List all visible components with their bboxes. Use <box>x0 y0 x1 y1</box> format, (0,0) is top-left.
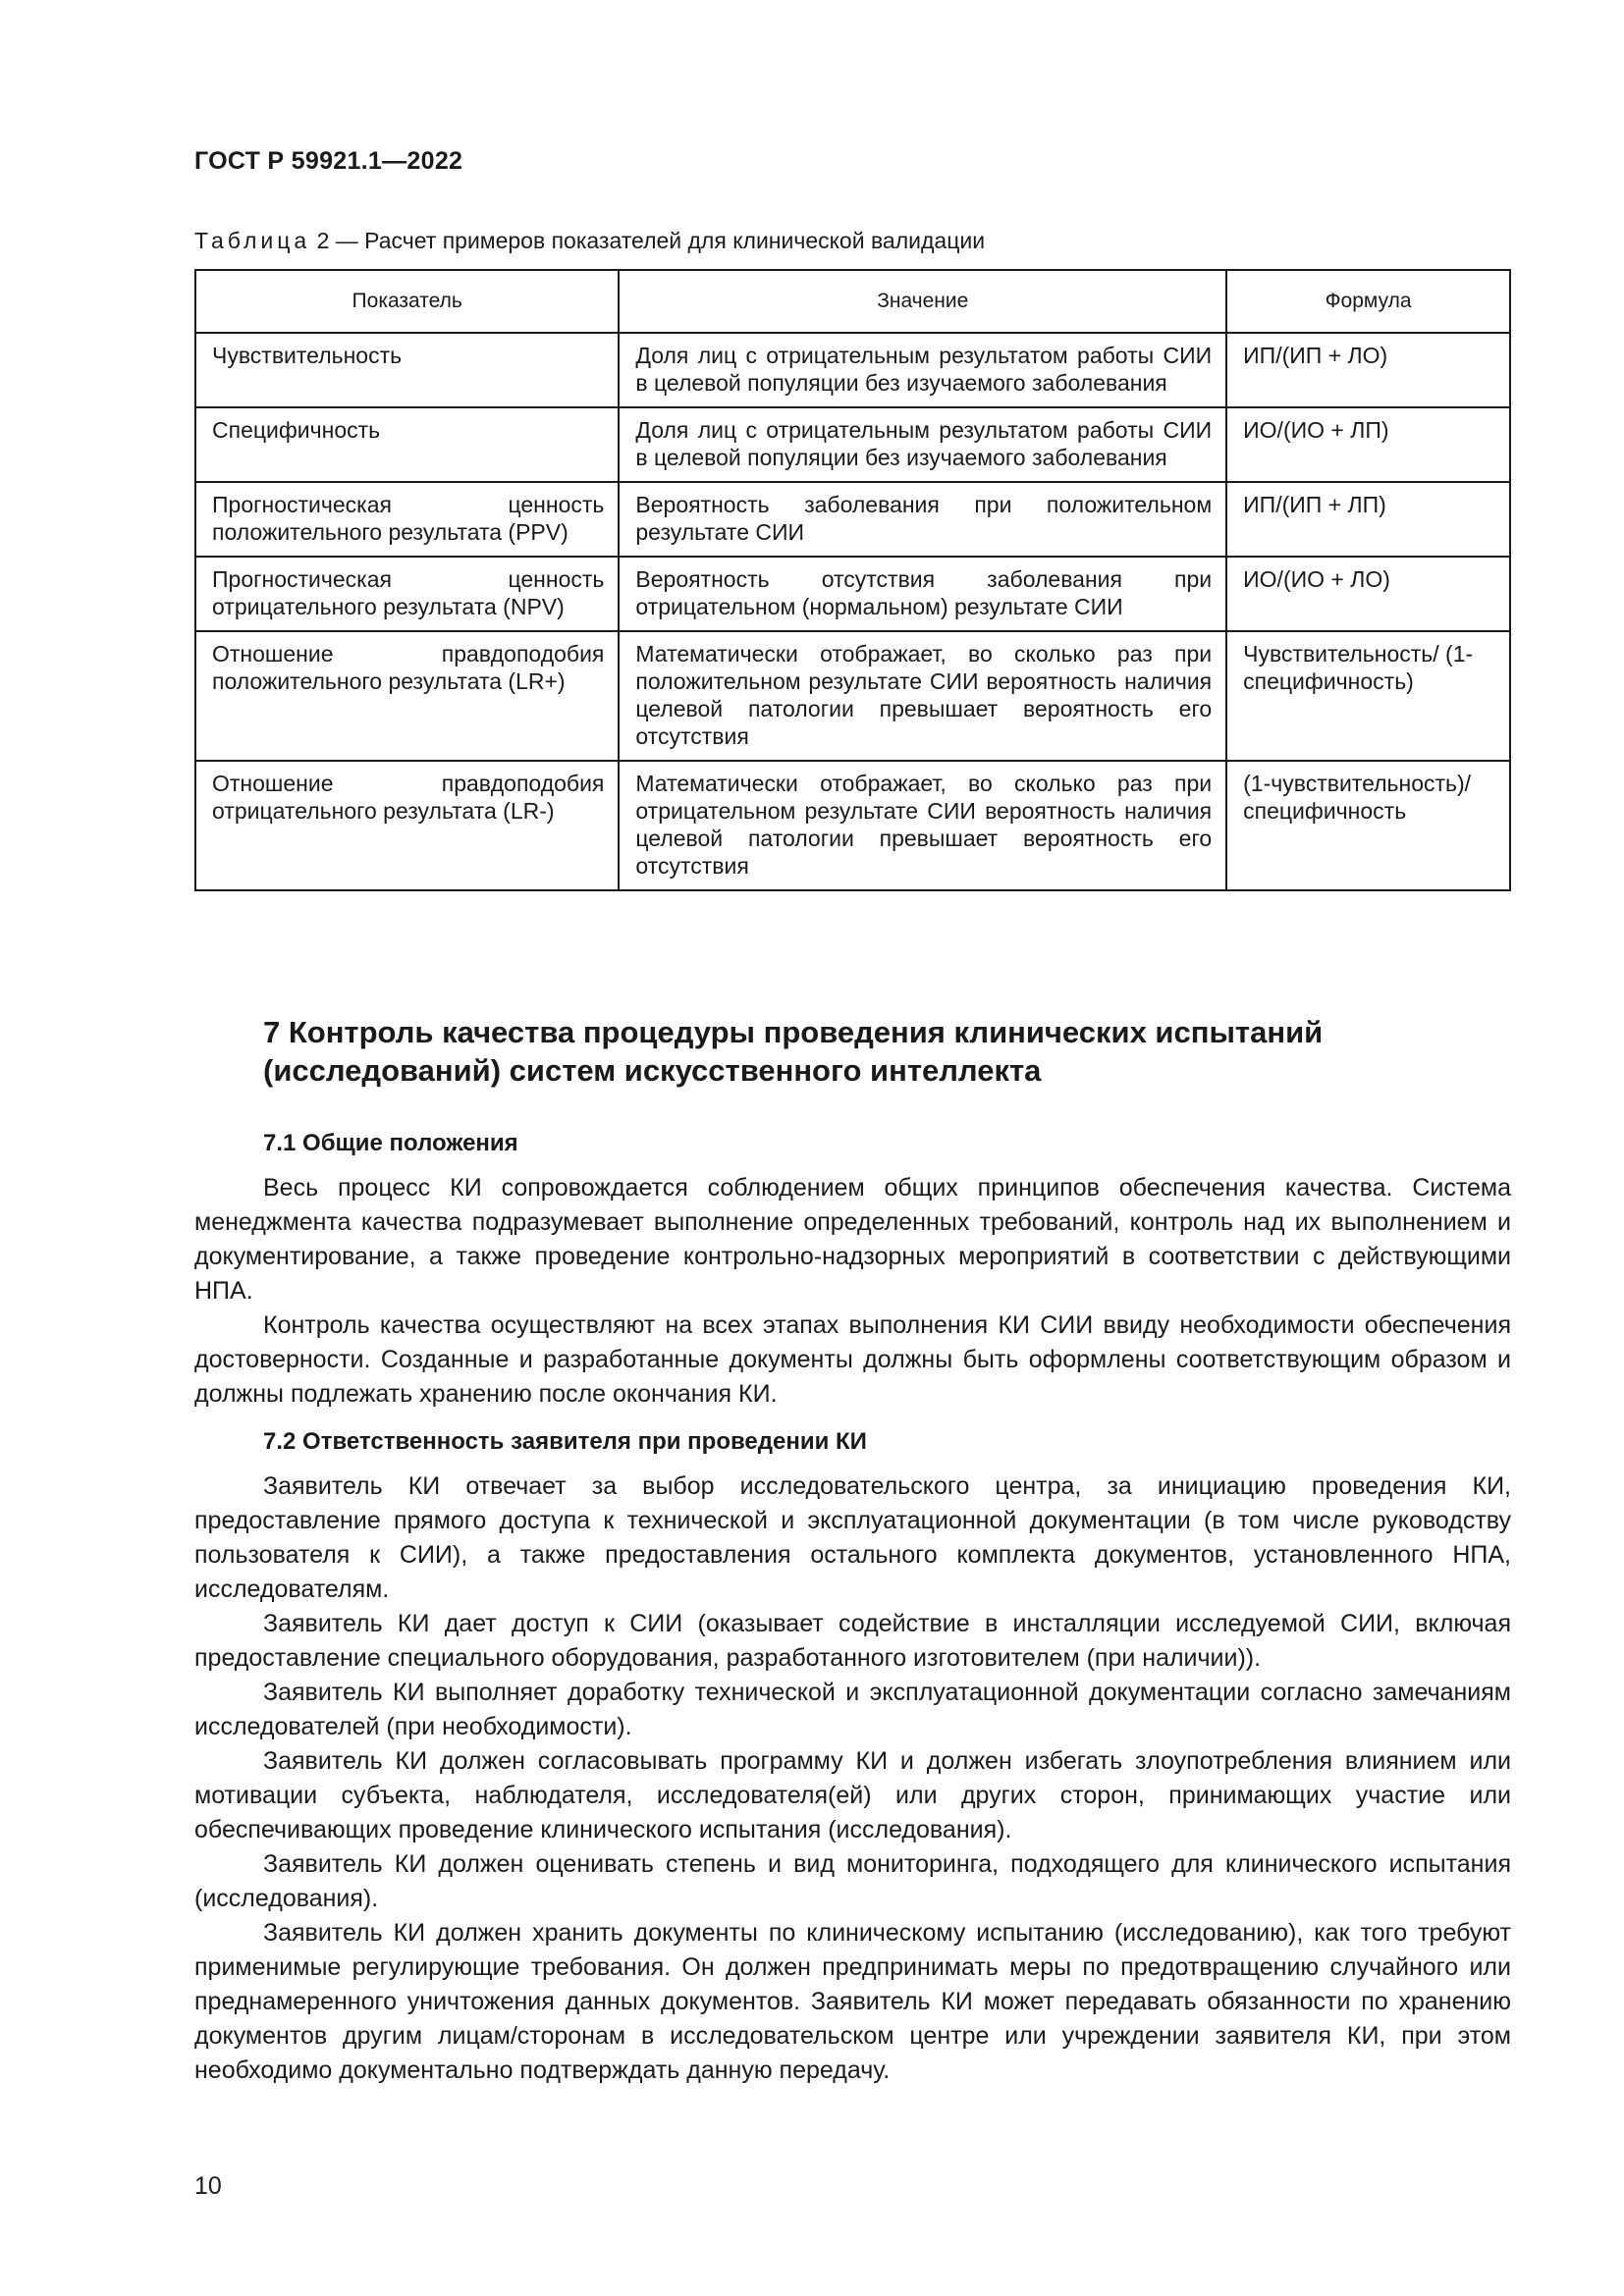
paragraph: Контроль качества осуществляют на всех этапах выполнения КИ СИИ ввиду необходимости обеспечения достоверности. Созданные и разработанные документы должны быть оформлены соответствующим образом и должны подлежать хранению после окончания КИ. <box>194 1311 1511 1408</box>
value-cell: Вероятность заболевания при положительном результате СИИ <box>619 482 1226 557</box>
table-caption <box>194 228 985 254</box>
indicator-cell: Отношение правдоподобия отрицательного результата (LR-) <box>195 761 619 890</box>
indicator-cell: Прогностическая ценность отрицательного результата (NPV) <box>195 557 619 631</box>
value-cell: Математически отображает, во сколько раз при отрицательном результате СИИ вероятность наличия целевой патологии превышает вероятность его отсутствия <box>619 761 1226 890</box>
value-cell: Математически отображает, во сколько раз при положительном результате СИИ вероятность наличия целевой патологии превышает вероятность его отсутствия <box>619 631 1226 761</box>
table-row <box>195 761 1510 890</box>
table-caption-text: 2 — Расчет примеров показателей для клинической валидации <box>310 228 986 253</box>
formula-cell: (1-чувствительность)/ специфичность <box>1226 761 1510 890</box>
formula-cell: ИП/(ИП + ЛП) <box>1226 482 1510 557</box>
page-number: 10 <box>194 2172 222 2200</box>
value-cell: Вероятность отсутствия заболевания при отрицательном (нормальном) результате СИИ <box>619 557 1226 631</box>
paragraph: Заявитель КИ должен согласовывать программу КИ и должен избегать злоупотребления влиянием или мотивации субъекта, наблюдателя, исследователя(ей) или других сторон, принимающих участие или обеспечивающих проведение клинического испытания (исследования). <box>194 1747 1511 1843</box>
section-7-2-body <box>194 1469 1511 2088</box>
indicator-cell: Специфичность <box>195 407 619 482</box>
document-header: ГОСТ Р 59921.1—2022 <box>194 147 463 175</box>
column-header: Показатель <box>195 270 619 333</box>
subsection-title-7-1: 7.1 Общие положения <box>263 1130 518 1156</box>
paragraph: Заявитель КИ выполняет доработку технической и эксплуатационной документации согласно замечаниям исследователей (при необходимости). <box>194 1679 1511 1740</box>
table-row <box>195 557 1510 631</box>
subsection-title-7-2: 7.2 Ответственность заявителя при проведении КИ <box>263 1428 867 1455</box>
indicators-table <box>194 269 1511 891</box>
formula-cell: ИО/(ИО + ЛО) <box>1226 557 1510 631</box>
table-row <box>195 407 1510 482</box>
formula-cell: ИП/(ИП + ЛО) <box>1226 333 1510 407</box>
table-caption-word: Таблица <box>194 228 311 253</box>
paragraph: Заявитель КИ должен оценивать степень и вид мониторинга, подходящего для клинического испытания (исследования). <box>194 1850 1511 1912</box>
column-header: Формула <box>1226 270 1510 333</box>
table-row <box>195 482 1510 557</box>
paragraph: Заявитель КИ должен хранить документы по клиническому испытанию (исследованию), как того требуют применимые регулирующие требования. Он должен предпринимать меры по предотвращению случайного или преднамеренного уничтожения данных документов. Заявитель КИ может передавать обязанности по хранению документов другим лицам/сторонам в исследовательском центре или учреждении заявителя КИ, при этом необходимо документально подтверждать данную передачу. <box>194 1919 1511 2084</box>
value-cell: Доля лиц с отрицательным результатом работы СИИ в целевой популяции без изучаемого заболевания <box>619 407 1226 482</box>
indicator-cell: Чувствительность <box>195 333 619 407</box>
section-title: 7 Контроль качества процедуры проведения клинических испытаний (исследований) систем искусственного интеллекта <box>263 1015 1324 1088</box>
paragraph: Заявитель КИ дает доступ к СИИ (оказывает содействие в инсталляции исследуемой СИИ, включая предоставление специального оборудования, разработанного изготовителем (при наличии)). <box>194 1610 1511 1672</box>
formula-cell: ИО/(ИО + ЛП) <box>1226 407 1510 482</box>
table-row <box>195 333 1510 407</box>
indicator-cell: Отношение правдоподобия положительного результата (LR+) <box>195 631 619 761</box>
indicator-cell: Прогностическая ценность положительного результата (PPV) <box>195 482 619 557</box>
formula-cell: Чувствительность/ (1-специфичность) <box>1226 631 1510 761</box>
paragraph: Заявитель КИ отвечает за выбор исследовательского центра, за инициацию проведения КИ, предоставление прямого доступа к технической и эксплуатационной документации (в том числе руководству пользователя к СИИ), а также предоставления остального комплекта документов, установленного НПА, исследователям. <box>194 1472 1511 1603</box>
table-header-row <box>195 270 1510 333</box>
table-row <box>195 631 1510 761</box>
section-7-1-body <box>194 1171 1511 1412</box>
paragraph: Весь процесс КИ сопровождается соблюдением общих принципов обеспечения качества. Система менеджмента качества подразумевает выполнение определенных требований, контроль над их выполнением и документирование, а также проведение контрольно-надзорных мероприятий в соответствии с действующими НПА. <box>194 1174 1511 1305</box>
column-header: Значение <box>619 270 1226 333</box>
value-cell: Доля лиц с отрицательным результатом работы СИИ в целевой популяции без изучаемого заболевания <box>619 333 1226 407</box>
